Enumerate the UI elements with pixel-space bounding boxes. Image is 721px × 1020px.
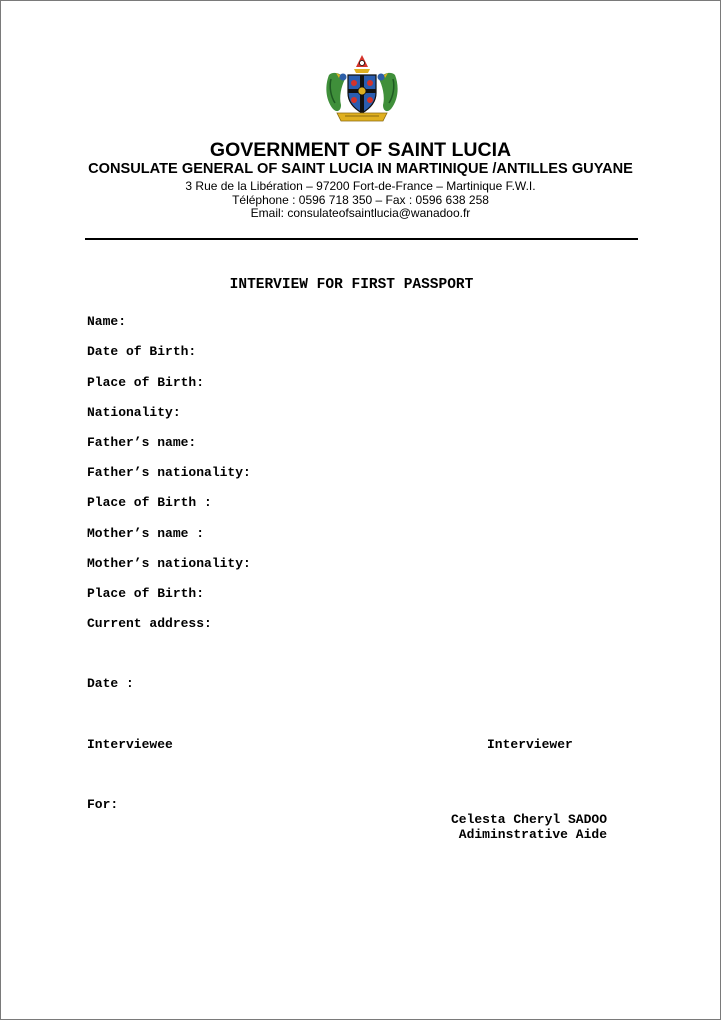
interviewer-label: Interviewer	[487, 737, 573, 752]
consulate-phone-fax: Téléphone : 0596 718 350 – Fax : 0596 638 258	[232, 193, 489, 207]
field-date-of-birth: Date of Birth:	[87, 344, 197, 359]
field-mother-place-of-birth: Place of Birth:	[87, 586, 205, 601]
field-nationality: Nationality:	[87, 405, 181, 420]
field-mothers-name: Mother’s name :	[87, 526, 205, 541]
field-father-place-of-birth: Place of Birth :	[87, 495, 212, 510]
field-fathers-nationality: Father’s nationality:	[87, 465, 251, 480]
field-name: Name:	[87, 314, 127, 329]
coat-of-arms-icon	[323, 53, 401, 125]
field-mothers-nationality: Mother’s nationality:	[87, 556, 251, 571]
field-date: Date :	[87, 676, 134, 691]
for-label: For:	[87, 797, 119, 812]
field-current-address: Current address:	[87, 616, 212, 631]
signatory-title: Adiminstrative Aide	[458, 827, 607, 842]
field-fathers-name: Father’s name:	[87, 435, 197, 450]
form-title: INTERVIEW FOR FIRST PASSPORT	[229, 277, 474, 293]
consulate-address: 3 Rue de la Libération – 97200 Fort-de-France – Martinique F.W.I.	[185, 179, 536, 193]
header-divider	[85, 238, 638, 240]
consulate-email: Email: consulateofsaintlucia@wanadoo.fr	[250, 206, 471, 220]
field-place-of-birth: Place of Birth:	[87, 375, 205, 390]
signatory-name: Celesta Cheryl SADOO	[450, 812, 607, 827]
consulate-heading: CONSULATE GENERAL OF SAINT LUCIA IN MARTINIQUE /ANTILLES GUYANE	[88, 161, 633, 177]
government-heading: GOVERNMENT OF SAINT LUCIA	[209, 139, 512, 161]
interviewee-label: Interviewee	[87, 737, 173, 752]
